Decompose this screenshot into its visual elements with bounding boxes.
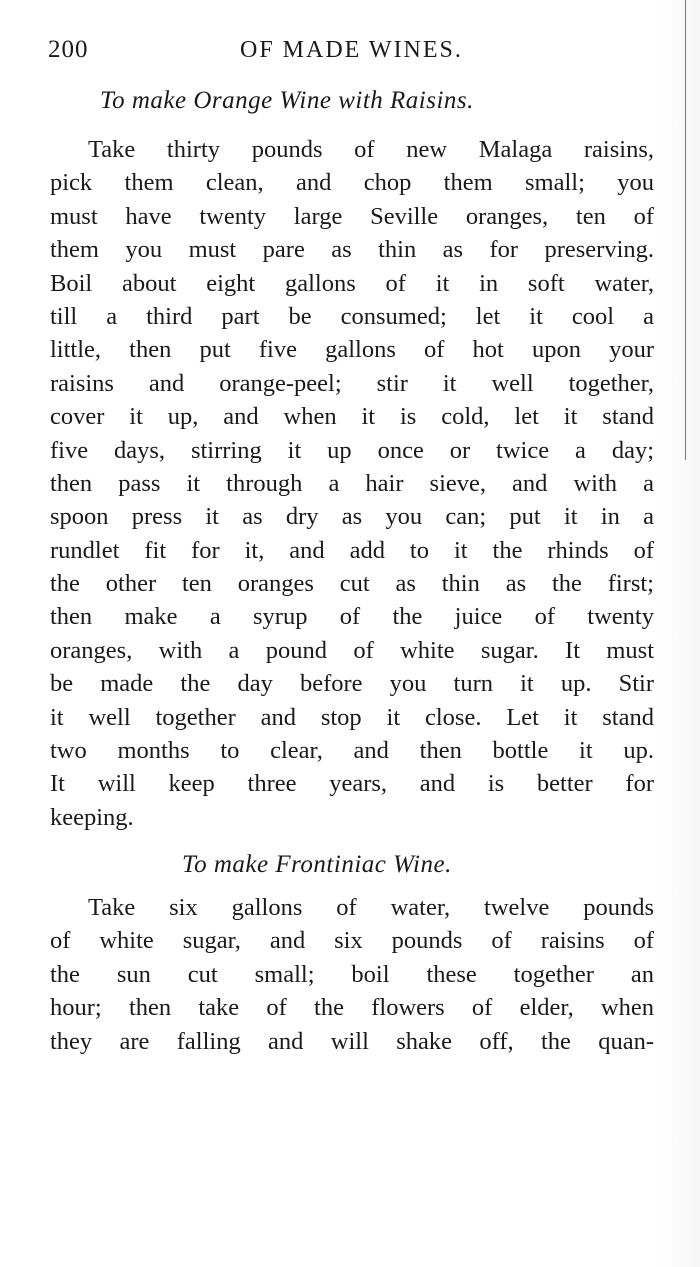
text-line: then make a syrup of the juice of twenty: [50, 603, 654, 631]
recipe-heading-frontiniac-wine: To make Frontiniac Wine.: [182, 851, 452, 878]
text-line: it well together and stop it close. Let it stand: [50, 703, 654, 731]
text-line: hour; then take of the flowers of elder, when: [50, 994, 654, 1022]
text-line: Take thirty pounds of new Malaga raisins,: [88, 136, 654, 163]
text-line: rundlet fit for it, and add to it the rhinds of: [50, 536, 654, 564]
text-line: they are falling and will shake off, the quan-: [50, 1027, 654, 1055]
running-head: [48, 36, 658, 66]
text-line: cover it up, and when it is cold, let it stand: [50, 403, 654, 431]
running-title: OF MADE WINES.: [240, 37, 463, 63]
recipe-body-frontiniac-wine: [50, 891, 654, 1058]
text-line: little, then put five gallons of hot upon your: [50, 336, 654, 364]
text-line: the sun cut small; boil these together an: [50, 960, 654, 988]
text-line: must have twenty large Seville oranges, ten of: [50, 202, 654, 230]
recipe-body-orange-wine: [50, 133, 654, 834]
text-line: five days, stirring it up once or twice a day;: [50, 436, 654, 464]
page-edge-line: [685, 0, 686, 460]
text-line: be made the day before you turn it up. Stir: [50, 670, 654, 698]
text-line: keeping.: [50, 803, 134, 831]
text-line: them you must pare as thin as for preserving.: [50, 236, 654, 264]
recipe-heading-orange-wine: To make Orange Wine with Raisins.: [100, 87, 474, 114]
text-line: of white sugar, and six pounds of raisins of: [50, 927, 654, 955]
text-line: two months to clear, and then bottle it up.: [50, 737, 654, 765]
page-number: 200: [48, 36, 89, 63]
text-line: pick them clean, and chop them small; you: [50, 169, 654, 197]
text-line: spoon press it as dry as you can; put it in a: [50, 503, 654, 531]
text-line: Boil about eight gallons of it in soft water,: [50, 269, 654, 297]
text-line: the other ten oranges cut as thin as the first;: [50, 570, 654, 598]
text-line: then pass it through a hair sieve, and with a: [50, 469, 654, 497]
text-line: Take six gallons of water, twelve pounds: [88, 894, 654, 921]
scan-edge-shading: [660, 0, 700, 1267]
text-line: till a third part be consumed; let it cool a: [50, 302, 654, 330]
text-line: oranges, with a pound of white sugar. It must: [50, 636, 654, 664]
text-line: raisins and orange-peel; stir it well together,: [50, 369, 654, 397]
text-line: It will keep three years, and is better for: [50, 770, 654, 798]
